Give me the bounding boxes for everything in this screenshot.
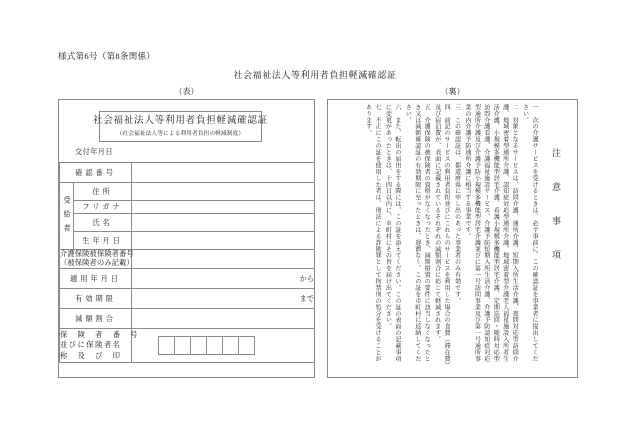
insurer-number-cell[interactable] [206, 336, 223, 355]
certificate-front-panel [58, 99, 315, 378]
label-valid-until: 有効期限 [60, 289, 132, 309]
certificate-title-box [92, 111, 269, 142]
note-text: この確認証は、都道府県に申し出のあった事業者のみ有効です。 [453, 116, 460, 304]
insurer-number-cell[interactable] [174, 336, 191, 355]
caption-back-side: （裏） [440, 87, 465, 96]
insurer-number-box-group [159, 336, 314, 355]
label-birth-date: 生年月日 [74, 232, 132, 250]
insurer-number-cell[interactable] [190, 336, 207, 355]
table-row-valid-until [60, 289, 315, 309]
value-confirmation-number[interactable] [132, 163, 315, 183]
table-row-reduction-rate [60, 309, 315, 329]
value-insurer-number [132, 329, 315, 363]
note-marker: 五 [423, 104, 430, 117]
page-title: 社会福祉法人等利用者負担軽減確認証 [233, 70, 397, 80]
note-item [382, 104, 401, 366]
value-birth-date[interactable] [132, 232, 315, 250]
certificate-title: 社会福祉法人等利用者負担軽減確認証 [92, 116, 269, 127]
value-insured-number[interactable] [132, 250, 315, 269]
value-address[interactable] [132, 183, 315, 201]
table-row-application-date [60, 269, 315, 289]
value-reduction-rate[interactable] [132, 309, 315, 329]
table-row-insurer [60, 329, 315, 363]
note-item [451, 104, 460, 366]
value-furigana[interactable] [132, 201, 315, 214]
note-marker: 二 [511, 104, 518, 117]
note-item [431, 104, 450, 366]
table-row-address [60, 183, 315, 201]
note-text: また、転出の届出をする際には、この証を添えてください。この証の表面の記載事項に変更があったときは、十四日以内に、市町村にその旨を届け出てください。 [384, 104, 400, 363]
note-text: 不正にこの証を使用した者は、刑法による詐欺罪として拘禁刑の処分を受けることがあります。 [364, 104, 380, 363]
label-insurer-line-1: 保 険 者 番 号 [60, 330, 140, 339]
note-marker: 六 [393, 104, 400, 117]
note-marker: 一 [531, 104, 537, 117]
note-marker: 三 [453, 104, 460, 117]
label-insurer-line-3: 称 及 び 印 [60, 351, 122, 360]
label-confirmation-number: 確認番号 [60, 163, 132, 183]
table-row-insured-number [60, 250, 315, 269]
notes-container [332, 104, 573, 373]
label-insurer [60, 329, 140, 363]
caption-front-side: （表） [174, 87, 199, 96]
certificate-field-table [59, 162, 315, 363]
certificate-subtitle: （社会福祉法人等による利用者負担の軽減制度） [116, 130, 245, 137]
issue-date-label: 交付年月日 [75, 148, 113, 156]
note-item [362, 104, 381, 366]
label-insured-number [60, 250, 132, 269]
notes-heading: 注 意 事 項 [551, 148, 561, 267]
insurer-number-cell[interactable] [222, 336, 239, 355]
label-reduction-rate: 減額割合 [60, 309, 132, 329]
note-marker: 七 [374, 104, 380, 117]
form-number: 様式第6号（第8条関係） [58, 51, 156, 61]
value-name[interactable] [132, 214, 315, 232]
table-row-confirmation-number [60, 163, 315, 183]
label-furigana: フリガナ [74, 201, 132, 214]
note-text: 次の介護サービスを受けるときは、必ず事前に、この確認証を事業者に提出してください。 [521, 104, 537, 363]
label-address: 住所 [74, 183, 132, 201]
value-application-date[interactable]: から [132, 269, 315, 289]
note-text: 前記のサービスの利用者負担並びにこれらのサービスを利用した場合の食費（滞在費）及び宿泊費が、表面に記載されているそれぞれの減額割合に応じて軽減されます。 [433, 104, 450, 366]
label-insurer-line-2: 並びに保険者名 [60, 341, 122, 350]
insurer-number-cell[interactable] [238, 336, 255, 355]
note-item [519, 104, 538, 366]
note-text: 対象となるサービスは、訪問介護、通所介護、短期入所生活介護、夜間対応型訪問介護、地域密着型通所介護、認知症対応型通所介護、地域密着型介護老人福祉施設入所者生活介護、小規模多機能型居宅介護、看護小規模多機能型居宅介護、定期巡回・随時対応型訪問介護看護、介護福祉施設サービス、介護予防短期入所生活介護、介護予防認知症対応型通所介護及び介護予防小規模多機能型居宅介護並びに第一号訪問事業及び第一号通所事業の内介護予防通所介護に相当する事業です。 [463, 104, 518, 363]
value-valid-until[interactable]: まで [132, 289, 315, 309]
label-recipient-group: 受給者 [60, 183, 74, 250]
note-item [462, 104, 519, 366]
label-insured-number-note: （被保険者のみ記載） [60, 259, 134, 267]
table-row-furigana [60, 201, 315, 214]
label-name: 氏名 [74, 214, 132, 232]
label-application-date: 適用年月日 [60, 269, 132, 289]
insurer-number-cell[interactable] [158, 336, 175, 355]
note-marker: 四 [443, 104, 450, 117]
table-row-name [60, 214, 315, 232]
certificate-back-panel [327, 99, 578, 378]
table-row-birth-date [60, 232, 315, 250]
note-text: 介護保険の被保険者の資格がなくなったとき、減額措置の要件に該当しなくなったとき又は減額確認証の有効期限に至ったときは、遅滞なく、この証を市町村に返納してください。 [404, 104, 430, 363]
note-item [402, 104, 430, 366]
label-insured-number-main: 介護保険被保険者番号 [60, 250, 134, 258]
